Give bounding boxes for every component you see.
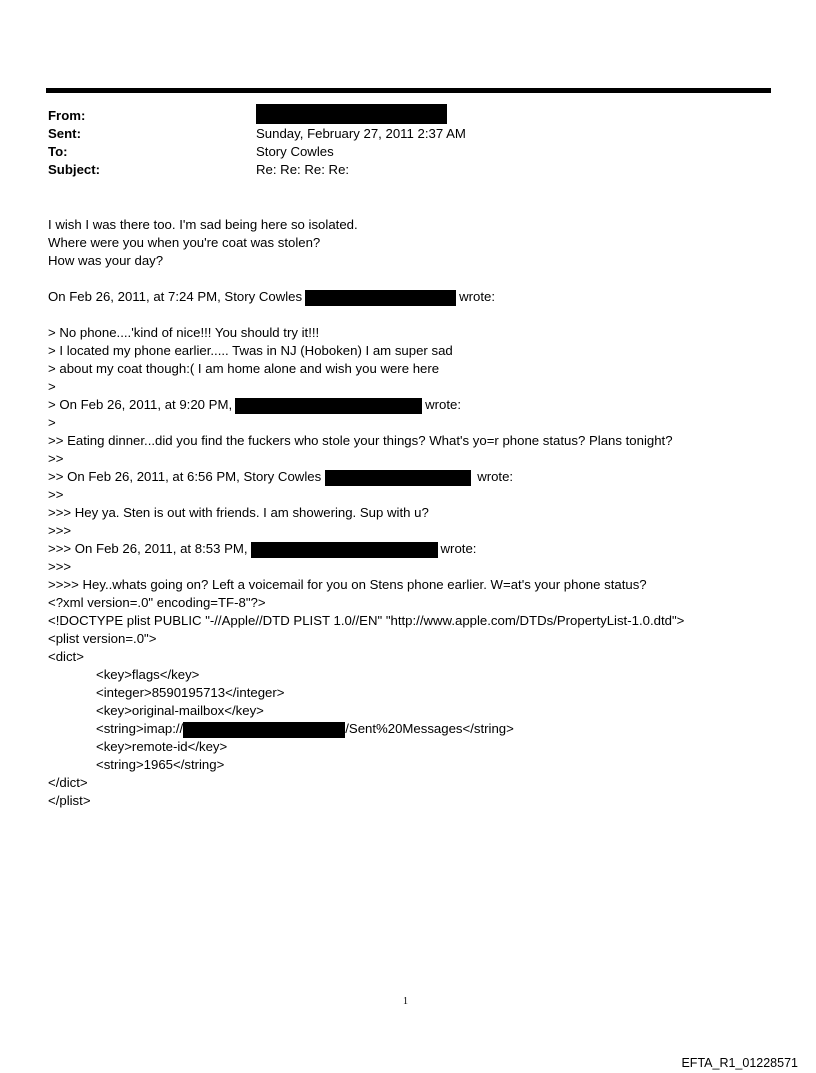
- page-number: 1: [403, 996, 408, 1007]
- body-line: > about my coat though:( I am home alone and wish you were here: [48, 361, 440, 376]
- footer-id: EFTA_R1_01228571: [681, 1056, 798, 1070]
- body-line: >>: [48, 451, 64, 466]
- plist-text: <string>1965</string>: [96, 757, 225, 772]
- quote-attribution: [48, 288, 778, 306]
- plist-line: [48, 702, 778, 720]
- from-value: [256, 104, 447, 124]
- blank-line: [48, 270, 778, 288]
- quote-attribution: [48, 468, 778, 486]
- plist-line: [48, 666, 778, 684]
- email-body: [48, 216, 778, 810]
- plist-line: [48, 756, 778, 774]
- body-line: I wish I was there too. I'm sad being here so isolated.: [48, 217, 358, 232]
- header-rule: [46, 88, 771, 93]
- body-line: >>> Hey ya. Sten is out with friends. I am showering. Sup with u?: [48, 505, 429, 520]
- attribution-wrote: wrote:: [477, 469, 514, 484]
- body-line: <!DOCTYPE plist PUBLIC "-//Apple//DTD PLIST 1.0//EN" "http://www.apple.com/DTDs/PropertyList-1.0.dtd">: [48, 613, 685, 628]
- attribution-text: >>> On Feb 26, 2011, at 8:53 PM,: [48, 541, 248, 556]
- body-line: >>>: [48, 523, 72, 538]
- body-line: > No phone....'kind of nice!!! You should try it!!!: [48, 325, 320, 340]
- sent-label: Sent:: [48, 126, 81, 141]
- attribution-text: On Feb 26, 2011, at 7:24 PM, Story Cowles: [48, 289, 303, 304]
- plist-text: /Sent%20Messages</string>: [345, 721, 514, 736]
- redaction-bar: [183, 722, 345, 738]
- plist-text: <integer>8590195713</integer>: [96, 685, 285, 700]
- plist-line: [48, 738, 778, 756]
- from-label: From:: [48, 108, 86, 123]
- attribution-wrote: wrote:: [440, 541, 477, 556]
- redaction-bar: [305, 290, 456, 306]
- plist-text: <string>imap://: [96, 721, 184, 736]
- quote-attribution: [48, 396, 778, 414]
- sent-value: Sunday, February 27, 2011 2:37 AM: [256, 126, 466, 141]
- subject-value: Re: Re: Re: Re:: [256, 162, 350, 177]
- attribution-text: >> On Feb 26, 2011, at 6:56 PM, Story Cowles: [48, 469, 322, 484]
- to-label: To:: [48, 144, 68, 159]
- to-value: Story Cowles: [256, 144, 334, 159]
- redaction-bar: [256, 104, 447, 124]
- subject-label: Subject:: [48, 162, 101, 177]
- plist-text: <key>remote-id</key>: [96, 739, 228, 754]
- blank-line: [48, 306, 778, 324]
- body-line: </dict>: [48, 775, 88, 790]
- redaction-bar: [235, 398, 422, 414]
- plist-line: [48, 684, 778, 702]
- plist-text: <key>flags</key>: [96, 667, 200, 682]
- body-line: >>: [48, 487, 64, 502]
- quote-attribution: [48, 540, 778, 558]
- body-line: >>>: [48, 559, 72, 574]
- attribution-wrote: wrote:: [459, 289, 496, 304]
- body-line: Where were you when you're coat was stolen?: [48, 235, 321, 250]
- attribution-wrote: wrote:: [425, 397, 462, 412]
- body-line: <dict>: [48, 649, 84, 664]
- body-line: <?xml version=.0" encoding=TF-8"?>: [48, 595, 266, 610]
- body-line: </plist>: [48, 793, 91, 808]
- redaction-bar: [325, 470, 471, 486]
- body-line: > I located my phone earlier..... Twas in NJ (Hoboken) I am super sad: [48, 343, 453, 358]
- body-line: >>>> Hey..whats going on? Left a voicemail for you on Stens phone earlier. W=at's your phone status?: [48, 577, 647, 592]
- redaction-bar: [251, 542, 438, 558]
- body-line: <plist version=.0">: [48, 631, 157, 646]
- plist-line: [48, 720, 778, 738]
- body-line: >> Eating dinner...did you find the fuckers who stole your things? What's yo=r phone status? Plans tonight?: [48, 433, 673, 448]
- body-line: How was your day?: [48, 253, 164, 268]
- plist-text: <key>original-mailbox</key>: [96, 703, 264, 718]
- body-line: >: [48, 379, 56, 394]
- attribution-text: > On Feb 26, 2011, at 9:20 PM,: [48, 397, 233, 412]
- body-line: >: [48, 415, 56, 430]
